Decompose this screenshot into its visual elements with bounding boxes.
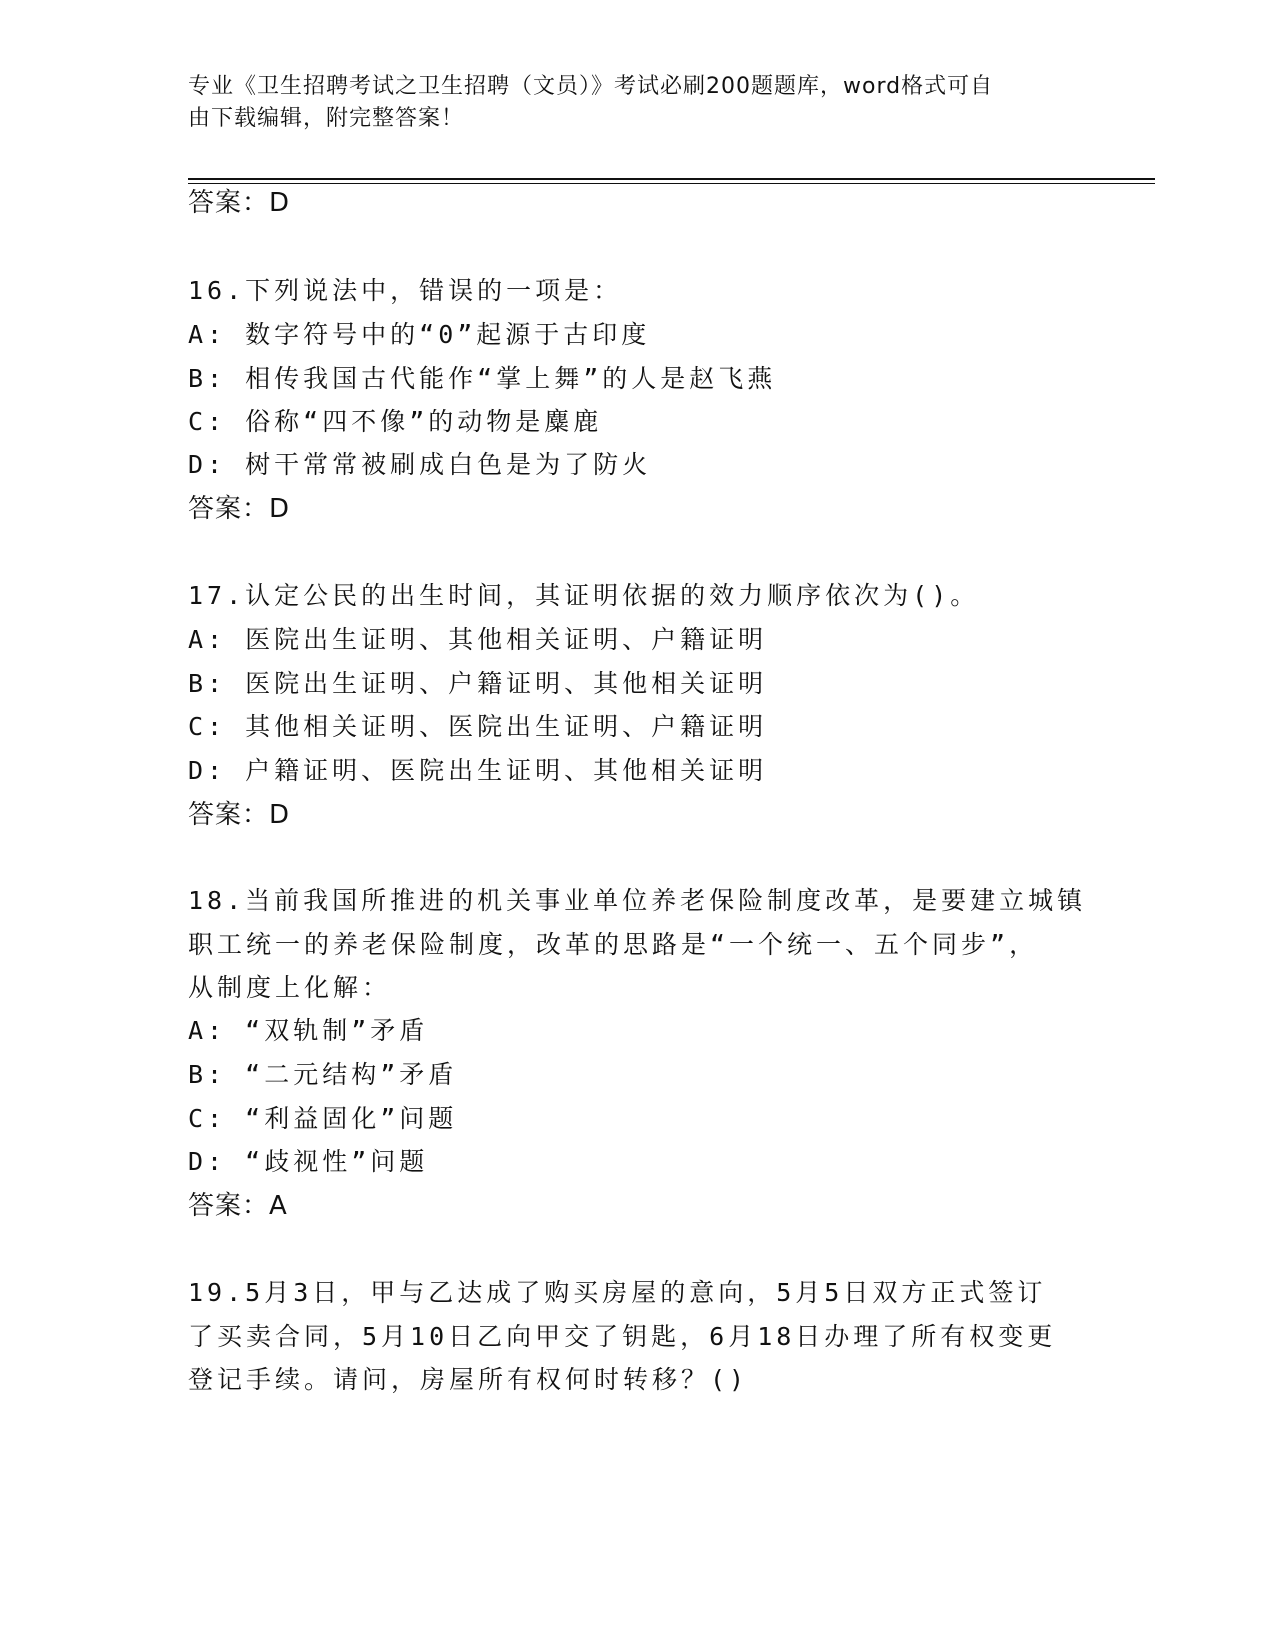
question-17-option-d: D: 户籍证明、医院出生证明、其他相关证明 [188,756,768,785]
question-16-option-c: C: 俗称“四不像”的动物是麋鹿 [188,407,603,436]
question-19-stem-line-3: 登记手续。请问，房屋所有权何时转移？() [188,1365,749,1394]
answer-15: 答案：D [188,188,291,218]
question-19-stem-line-2: 了买卖合同，5月10日乙向甲交了钥匙，6月18日办理了所有权变更 [188,1322,1057,1351]
question-19-stem-line-1: 19.5月3日，甲与乙达成了购买房屋的意向，5月5日双方正式签订 [188,1278,1047,1307]
question-18-option-b: B: “二元结构”矛盾 [188,1060,458,1089]
question-17-option-b: B: 医院出生证明、户籍证明、其他相关证明 [188,669,768,698]
question-16-stem: 16.下列说法中，错误的一项是： [188,276,623,305]
question-16-option-d: D: 树干常常被刷成白色是为了防火 [188,450,652,479]
header-title-line-1: 专业《卫生招聘考试之卫生招聘（文员）》考试必刷200题题库，word格式可自 [188,74,994,99]
question-17-option-a: A: 医院出生证明、其他相关证明、户籍证明 [188,625,768,654]
question-18-stem-line-3: 从制度上化解： [188,973,392,1002]
question-18-option-c: C: “利益固化”问题 [188,1104,458,1133]
header-title-line-2: 由下载编辑，附完整答案！ [188,106,465,131]
header-rule-thin [188,183,1155,184]
answer-18: 答案：A [188,1191,288,1221]
answer-16: 答案：D [188,494,291,524]
question-16-option-a: A: 数字符号中的“0”起源于古印度 [188,320,651,349]
question-16-option-b: B: 相传我国古代能作“掌上舞”的人是赵飞燕 [188,364,777,393]
question-18-stem-line-1: 18.当前我国所推进的机关事业单位养老保险制度改革，是要建立城镇 [188,886,1087,915]
question-18-stem-line-2: 职工统一的养老保险制度，改革的思路是“一个统一、五个同步”， [188,930,1039,959]
question-18-option-d: D: “歧视性”问题 [188,1147,429,1176]
question-17-stem: 17.认定公民的出生时间，其证明依据的效力顺序依次为()。 [188,581,980,610]
answer-17: 答案：D [188,800,291,830]
header-rule-thick [188,178,1155,180]
question-18-option-a: A: “双轨制”矛盾 [188,1016,429,1045]
question-17-option-c: C: 其他相关证明、医院出生证明、户籍证明 [188,712,768,741]
